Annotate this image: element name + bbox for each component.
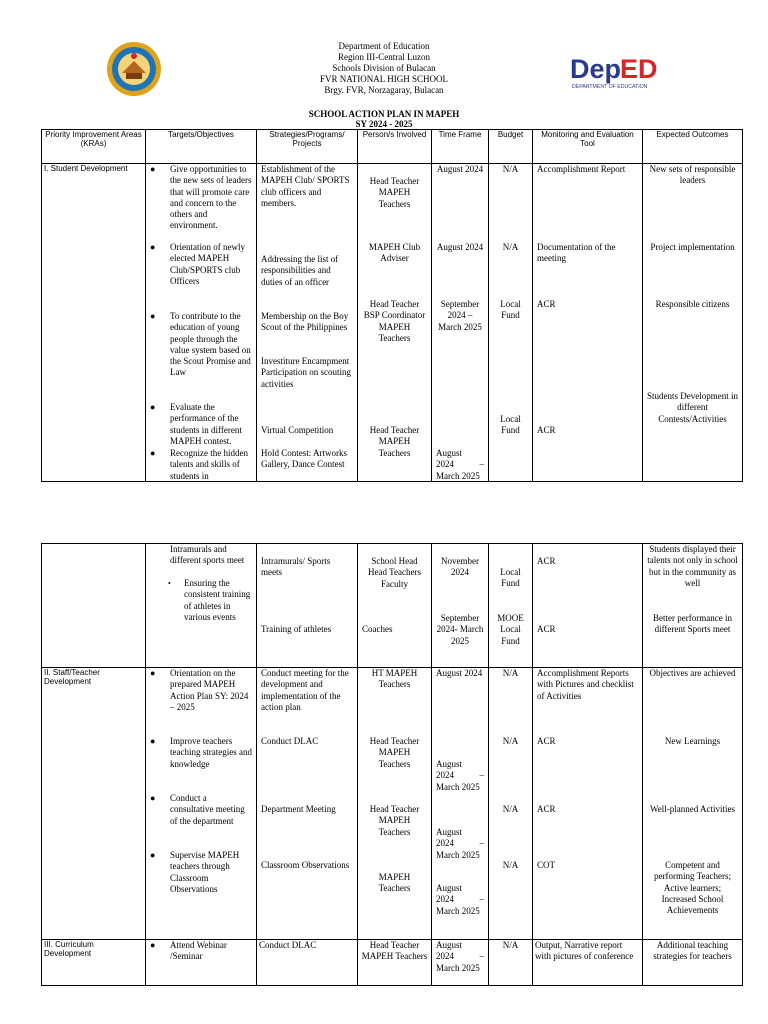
monitoring-item: Documentation of the meeting (537, 242, 616, 264)
person-item: School Head Head Teachers Faculty (368, 556, 421, 589)
action-plan-table-page1 (41, 129, 743, 482)
table-row (42, 544, 743, 668)
timeframe-cell (432, 164, 489, 482)
objective-item: Orientation on the prepared MAPEH Action Plan SY: 2024 – 2025 (170, 668, 249, 712)
strategy-item: Hold Contest: Artworks Gallery, Dance Contest (261, 448, 348, 470)
col-header-timeframe: Time Frame (432, 130, 489, 164)
timeframe-cell (432, 940, 489, 986)
person-item: Head Teacher MAPEH Teachers (369, 425, 420, 458)
outcome-item: Better performance in different Sports meet (653, 613, 732, 635)
objective-item: Orientation of newly elected MAPEH Club/SPORTS club Officers (170, 242, 245, 286)
table-row (42, 164, 743, 482)
monitoring-item: ACR (537, 804, 556, 814)
deped-logo (570, 50, 666, 92)
person-item: Head Teacher MAPEH Teachers (358, 940, 432, 986)
monitoring-item: ACR (537, 425, 556, 435)
objective-item: Improve teachers teaching strategies and knowledge (170, 736, 252, 769)
budget-item: Local Fund (500, 299, 521, 321)
person-item: HT MAPEH Teachers (371, 668, 418, 690)
svg-text:ED: ED (620, 54, 658, 84)
timeframe-item: August 2024 – March 2025 (436, 883, 484, 916)
objective-item: Attend Webinar /Seminar (170, 940, 227, 962)
person-item: Head Teacher MAPEH Teachers (369, 176, 420, 209)
strategy-item: Virtual Competition (261, 425, 334, 435)
svg-text:DEPARTMENT OF EDUCATION: DEPARTMENT OF EDUCATION (572, 84, 648, 90)
strategy-item: Classroom Observations (261, 860, 350, 870)
objective-item: Give opportunities to the new sets of leaders that will promote care and concern to the others and environment. (170, 164, 252, 231)
strategy-item: Establishment of the MAPEH Club/ SPORTS club officers and members. (261, 164, 350, 208)
objective-item: To contribute to the education of young people through the value system based on the Scout Promise and Law (170, 311, 251, 378)
document-title (0, 109, 768, 129)
col-header-monitoring: Monitoring and Evaluation Tool (533, 130, 643, 164)
budget-item: N/A (502, 736, 519, 746)
table-header-row (42, 130, 743, 164)
budget-item: N/A (502, 804, 519, 814)
person-item: Head Teacher MAPEH Teachers (369, 804, 420, 837)
targets-cell: ● Give opportunities to the new sets of leaders that will promote care and concern to the others and environment. ● Orientation of newly elected MAPEH Club/SPORTS club Officers ● To contribute to the education of young people through the value system based on the Scout Promise and Law ● Evaluate the performance of the students in different MAPEH contest. ● Recognize the hidden talents and skills of students in (146, 164, 257, 482)
budget-item: Local Fund (500, 414, 521, 436)
timeframe-item: September 2024- March 2025 (436, 613, 484, 646)
title-main: SCHOOL ACTION PLAN IN MAPEH (308, 109, 460, 119)
monitoring-item: ACR (537, 736, 556, 746)
person-item: Coaches (362, 624, 393, 634)
budget-item: N/A (502, 242, 519, 252)
targets-cell: ● Attend Webinar /Seminar (146, 940, 257, 986)
targets-cell: Intramurals and different sports meet • Ensuring the consistent training of athletes in various events (146, 544, 257, 668)
objective-item: Intramurals and different sports meet (170, 544, 245, 566)
monitoring-item: ACR (537, 556, 556, 566)
objective-item: Conduct a consultative meeting of the department (170, 793, 245, 826)
timeframe-item: August 2024 – March 2025 (436, 759, 484, 792)
persons-cell (358, 164, 432, 482)
timeframe-cell (432, 544, 489, 668)
persons-cell (358, 544, 432, 668)
monitoring-item: ACR (537, 624, 556, 634)
header-address: Brgy. FVR, Norzagaray, Bulacan (324, 85, 444, 95)
targets-cell: ● Orientation on the prepared MAPEH Action Plan SY: 2024 – 2025 ● Improve teachers teaching strategies and knowledge ● Conduct a consultative meeting of the department ● Supervise MAPEH teachers through Classroom Observations (146, 668, 257, 940)
table-row (42, 940, 743, 986)
timeframe-item: November 2024 (441, 556, 479, 578)
strategies-cell (257, 544, 358, 668)
kra-cell: III. Curriculum Development (42, 940, 146, 986)
action-plan-table-page2 (41, 543, 743, 986)
person-item: Head Teacher MAPEH Teachers (369, 736, 420, 769)
budget-item: N/A (502, 860, 519, 870)
person-item: MAPEH Club Adviser (368, 242, 421, 264)
persons-cell (358, 668, 432, 940)
header-department: Department of Education (338, 41, 430, 51)
strategy-item: Conduct meeting for the development and implementation of the action plan (261, 668, 349, 712)
timeframe-item: September 2024 – March 2025 (438, 299, 482, 332)
strategy-item: Conduct DLAC (261, 736, 319, 746)
monitoring-cell (533, 668, 643, 940)
budget-item: MOOE Local Fund (497, 613, 524, 646)
strategy-item: Conduct DLAC (257, 940, 358, 986)
objective-item: Supervise MAPEH teachers through Classroom Observations (170, 850, 240, 894)
header-region: Region III-Central Luzon (338, 52, 430, 62)
outcomes-cell (643, 668, 743, 940)
outcome-item: New Learnings (664, 736, 721, 746)
col-header-strategies: Strategies/Programs/ Projects (257, 130, 358, 164)
budget-cell (489, 544, 533, 668)
timeframe-item: August 2024 (436, 164, 484, 174)
budget-item: N/A (502, 164, 519, 174)
kra-cell: II. Staff/Teacher Development (42, 668, 146, 940)
timeframe-item: August 2024 – March 2025 (436, 940, 484, 973)
table-row (42, 668, 743, 940)
outcome-item: Objectives are achieved (649, 668, 736, 678)
objective-item: Evaluate the performance of the students in different MAPEH contest. (170, 402, 242, 446)
strategies-cell (257, 668, 358, 940)
strategy-item: Addressing the list of responsibilities and duties of an officer (261, 254, 339, 287)
kra-cell: I. Student Development (42, 164, 146, 482)
outcome-item: Students displayed their talents not only in school but in the community as well (647, 544, 738, 588)
objective-item: Ensuring the consistent training of athletes in various events (184, 578, 251, 622)
monitoring-item: ACR (537, 299, 556, 309)
budget-cell (489, 164, 533, 482)
header-school: FVR NATIONAL HIGH SCHOOL (320, 74, 448, 84)
monitoring-item: Accomplishment Report (537, 164, 626, 174)
svg-text:Dep: Dep (570, 54, 622, 84)
outcomes-cell (643, 544, 743, 668)
col-header-persons: Person/s Involved (358, 130, 432, 164)
budget-item: N/A (502, 668, 519, 678)
outcome-item: Responsible citizens (655, 299, 730, 309)
outcomes-cell (643, 164, 743, 482)
strategy-item: Investiture Encampment Participation on scouting activities (261, 356, 351, 389)
strategy-item: Department Meeting (261, 804, 336, 814)
budget-item: Local Fund (500, 567, 521, 589)
strategies-cell (257, 164, 358, 482)
budget-cell (489, 668, 533, 940)
outcome-item: New sets of responsible leaders (649, 164, 736, 186)
col-header-targets: Targets/Objectives (146, 130, 257, 164)
strategy-item: Membership on the Boy Scout of the Philippines (261, 311, 349, 333)
timeframe-item: August 2024 (436, 668, 483, 678)
monitoring-item: Accomplishment Reports with Pictures and checklist of Activities (537, 668, 634, 701)
outcome-item: Students Development in different Contests/Activities (647, 391, 738, 424)
col-header-kra: Priority Improvement Areas (KRAs) (42, 130, 146, 164)
timeframe-item: August 2024 (436, 242, 484, 252)
person-item: MAPEH Teachers (378, 872, 411, 894)
outcome-item: Competent and performing Teachers; Active learners; Increased School Achievements (654, 860, 731, 916)
monitoring-item: COT (537, 860, 555, 870)
outcome-item: Additional teaching strategies for teachers (643, 940, 743, 986)
person-item: Head Teacher BSP Coordinator MAPEH Teachers (363, 299, 426, 343)
monitoring-item: Output, Narrative report with pictures of conference (533, 940, 643, 986)
timeframe-cell (432, 668, 489, 940)
strategy-item: Training of athletes (261, 624, 332, 634)
title-school-year: SY 2024 - 2025 (355, 119, 413, 129)
strategy-item: Intramurals/ Sports meets (261, 556, 331, 578)
kra-cell (42, 544, 146, 668)
budget-item: N/A (489, 940, 533, 986)
monitoring-cell (533, 544, 643, 668)
timeframe-item: August 2024 – March 2025 (436, 448, 484, 481)
outcome-item: Project implementation (650, 242, 735, 252)
col-header-outcomes: Expected Outcomes (643, 130, 743, 164)
objective-item: Recognize the hidden talents and skills of students in (170, 448, 248, 481)
monitoring-cell (533, 164, 643, 482)
header-division: Schools Division of Bulacan (332, 63, 436, 73)
col-header-budget: Budget (489, 130, 533, 164)
outcome-item: Well-planned Activities (649, 804, 735, 814)
timeframe-item: August 2024 – March 2025 (436, 827, 484, 860)
